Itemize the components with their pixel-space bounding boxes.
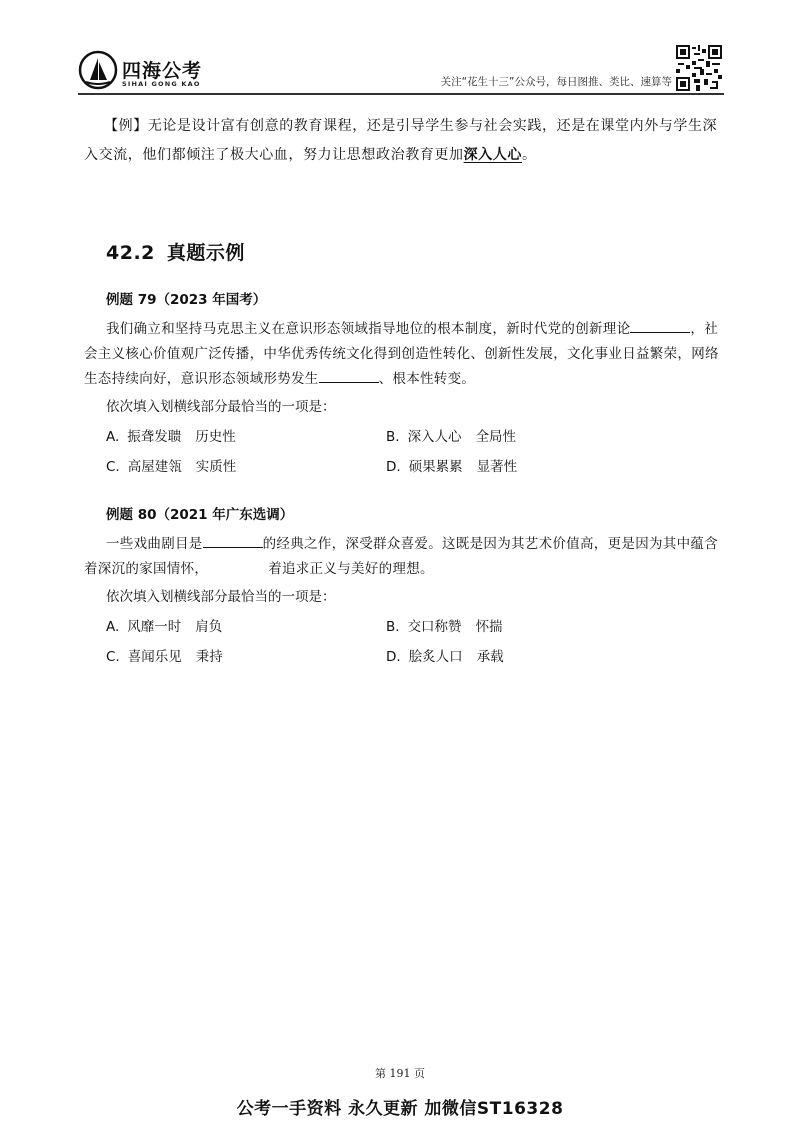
example-emphasis: 深入人心	[463, 147, 523, 163]
example-text: 无论是设计富有创意的教育课程，还是引导学生参与社会实践，还是在课堂内外与学生深入交流，他们都倾注了极大心血，努力让思想政治教育更加	[84, 118, 718, 163]
brand-subtitle: SIHAI GONG KAO	[122, 80, 201, 88]
answer-blank	[208, 559, 268, 573]
stem-text: 我们确立和坚持马克思主义在意识形态领域指导地位的根本制度，新时代党的创新理论	[106, 321, 631, 337]
question-stem	[84, 317, 724, 392]
page-header	[0, 0, 800, 100]
option-word: 脍炙人口	[408, 649, 463, 665]
option-c	[106, 454, 386, 480]
example-text-end: 。	[522, 147, 537, 163]
answer-blank	[319, 368, 379, 383]
option-letter: B.	[386, 429, 400, 445]
section-title: 真题示例	[166, 242, 245, 264]
option-b	[386, 424, 666, 450]
stem-text: 、根本性转变。	[378, 371, 476, 387]
header-tagline: 关注“花生十三”公众号，每日图推、类比、速算等	[440, 76, 672, 88]
footer-ad: 公考一手资料 永久更新 加微信ST16328	[236, 1099, 564, 1119]
question-prompt: 依次填入划横线部分最恰当的一项是：	[106, 399, 336, 415]
sailboat-logo-icon	[78, 50, 118, 90]
option-word: 深入人心	[407, 429, 462, 445]
option-letter: B.	[386, 619, 400, 635]
option-word: 怀揣	[475, 619, 503, 635]
option-word: 承载	[476, 649, 504, 665]
option-word: 交口称赞	[407, 619, 462, 635]
question-prompt: 依次填入划横线部分最恰当的一项是：	[106, 589, 336, 605]
section-heading	[106, 238, 724, 265]
option-list	[84, 424, 724, 480]
option-word: 硕果累累	[408, 459, 463, 475]
page-number: 第 191 页	[375, 1067, 425, 1080]
option-list	[84, 614, 724, 670]
header-divider	[78, 93, 724, 95]
option-b	[386, 614, 666, 640]
question-79	[84, 287, 724, 480]
example-paragraph	[84, 112, 724, 170]
example-tag: 【例】	[104, 118, 148, 134]
option-word: 肩负	[195, 619, 223, 635]
option-letter: C.	[106, 649, 120, 665]
option-letter: D.	[386, 459, 401, 475]
option-word: 全局性	[475, 429, 517, 445]
option-word: 高屋建瓴	[127, 459, 182, 475]
option-a	[106, 424, 386, 450]
stem-text: 着追求正义与美好的理想。	[268, 561, 434, 577]
section-number: 42.2	[106, 242, 155, 264]
option-a	[106, 614, 386, 640]
option-d	[386, 644, 666, 670]
option-letter: A.	[106, 619, 120, 635]
answer-blank	[203, 533, 263, 548]
option-word: 历史性	[195, 429, 236, 445]
option-letter: C.	[106, 459, 120, 475]
option-letter: D.	[386, 649, 401, 665]
brand-name: 四海公考	[122, 60, 203, 82]
stem-text: ，社会主义核心价值观广泛传播，中华优秀传统文化得到创造性转化、创新性发展，文化事业日益繁荣，网络生态持续向好，意识形态领域形势发生	[84, 321, 719, 387]
question-title: 例题 80（2021 年广东选调）	[106, 507, 294, 523]
option-letter: A.	[106, 429, 120, 445]
option-word: 显著性	[476, 459, 518, 475]
question-80	[84, 502, 724, 670]
option-word: 实质性	[195, 459, 237, 475]
page-content	[84, 112, 724, 670]
option-d	[386, 454, 666, 480]
option-word: 喜闻乐见	[127, 649, 182, 665]
stem-text: 一些戏曲剧目是	[106, 536, 203, 552]
option-word: 振聋发聩	[127, 429, 182, 445]
qr-code-icon	[676, 45, 722, 91]
question-title: 例题 79（2023 年国考）	[106, 292, 267, 308]
option-word: 秉持	[195, 649, 223, 665]
question-stem	[84, 532, 724, 582]
option-c	[106, 644, 386, 670]
option-word: 风靡一时	[127, 619, 182, 635]
stem-text: 的经典之作，深受群众喜爱。这既是因为其艺术价值高，更是因为其中蕴含着深沉的家国情怀，	[84, 536, 719, 577]
answer-blank	[630, 318, 690, 333]
